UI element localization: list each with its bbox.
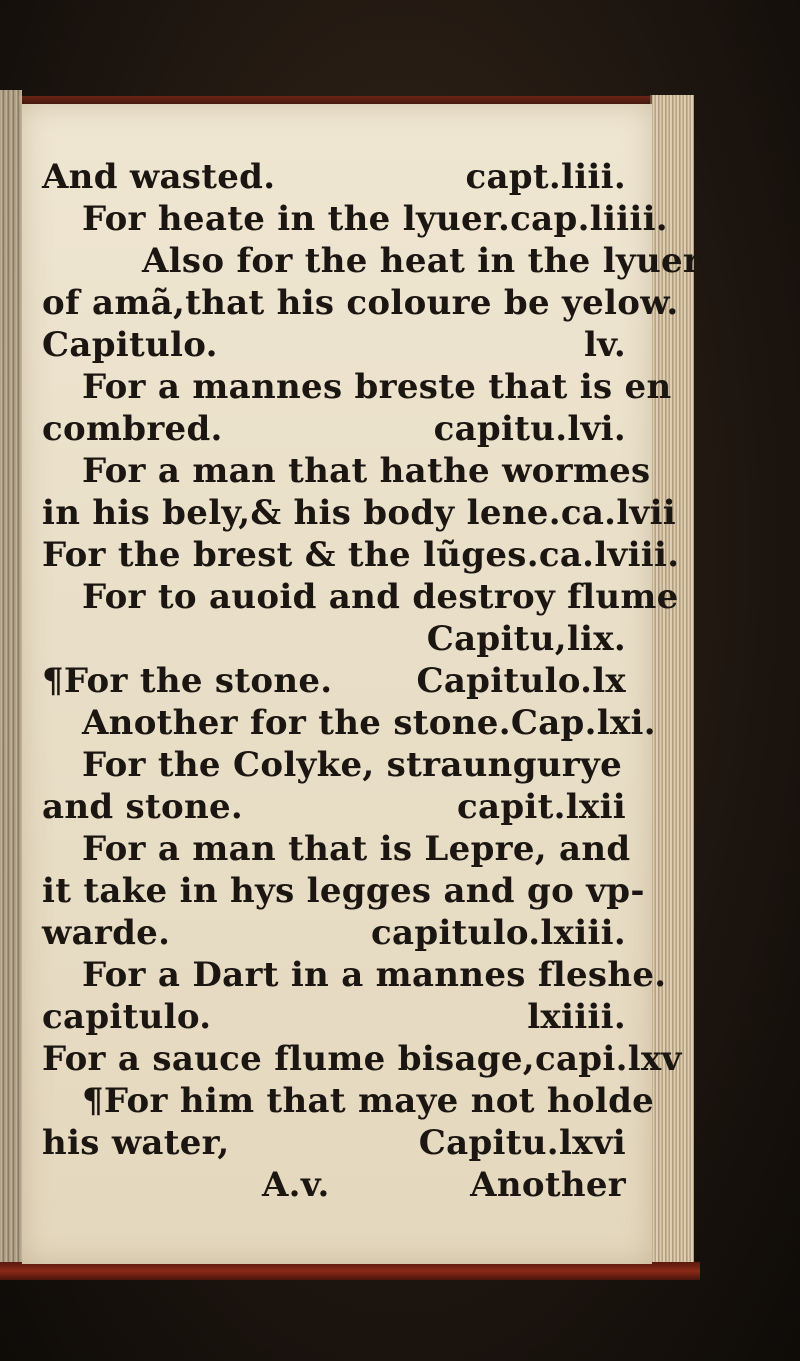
text-line: ¶For the stone.: [42, 661, 333, 701]
chapter-ref: lxiiii.: [527, 997, 626, 1037]
catchword: Another: [470, 1165, 626, 1205]
book-page: [22, 104, 702, 1264]
text-line: capitulo.: [42, 997, 212, 1037]
text-line: For to auoid and destroy flume: [82, 577, 679, 617]
page-edges-left: [0, 90, 22, 1275]
chapter-ref: Capitulo.lx: [416, 661, 626, 701]
text-line: combred.: [42, 409, 223, 449]
text-line: For a Dart in a mannes fleshe.: [82, 955, 667, 995]
text-line: For a mannes breste that is en: [82, 367, 672, 407]
chapter-ref: lv.: [584, 325, 626, 365]
text-line: ¶For him that maye not holde: [82, 1081, 655, 1121]
chapter-ref: Capitu.lxvi: [418, 1123, 626, 1163]
text-line: For heate in the lyuer.cap.liiii.: [82, 199, 668, 239]
text-line: of amã,that his coloure be yelow.: [42, 283, 679, 323]
chapter-ref: capitulo.lxiii.: [371, 913, 626, 953]
text-line: And wasted.: [42, 157, 276, 197]
chapter-ref: capt.liii.: [465, 157, 626, 197]
text-line: his water,: [42, 1123, 230, 1163]
text-line: warde.: [42, 913, 171, 953]
text-line: Another for the stone.Cap.lxi.: [82, 703, 656, 743]
chapter-ref: Capitu,lix.: [426, 619, 626, 659]
text-line: For a sauce flume bisage,capi.lxv: [42, 1039, 682, 1079]
text-line: For a man that is Lepre, and: [82, 829, 631, 869]
text-line: in his bely,& his body lene.ca.lvii: [42, 493, 677, 533]
signature-mark: A.v.: [262, 1165, 330, 1205]
binding-bottom: [0, 1262, 700, 1280]
text-line: For a man that hathe wormes: [82, 451, 651, 491]
text-line: Capitulo.: [42, 325, 218, 365]
text-line: it take in hys legges and go vp-: [42, 871, 645, 911]
chapter-ref: capit.lxii: [457, 787, 626, 827]
text-line: For the Colyke, straungurye: [82, 745, 622, 785]
text-line: For the brest & the lũges.ca.lviii.: [42, 535, 680, 575]
text-line: and stone.: [42, 787, 244, 827]
chapter-ref: capitu.lvi.: [433, 409, 626, 449]
text-line: Also for the heat in the lyuer: [142, 241, 702, 281]
